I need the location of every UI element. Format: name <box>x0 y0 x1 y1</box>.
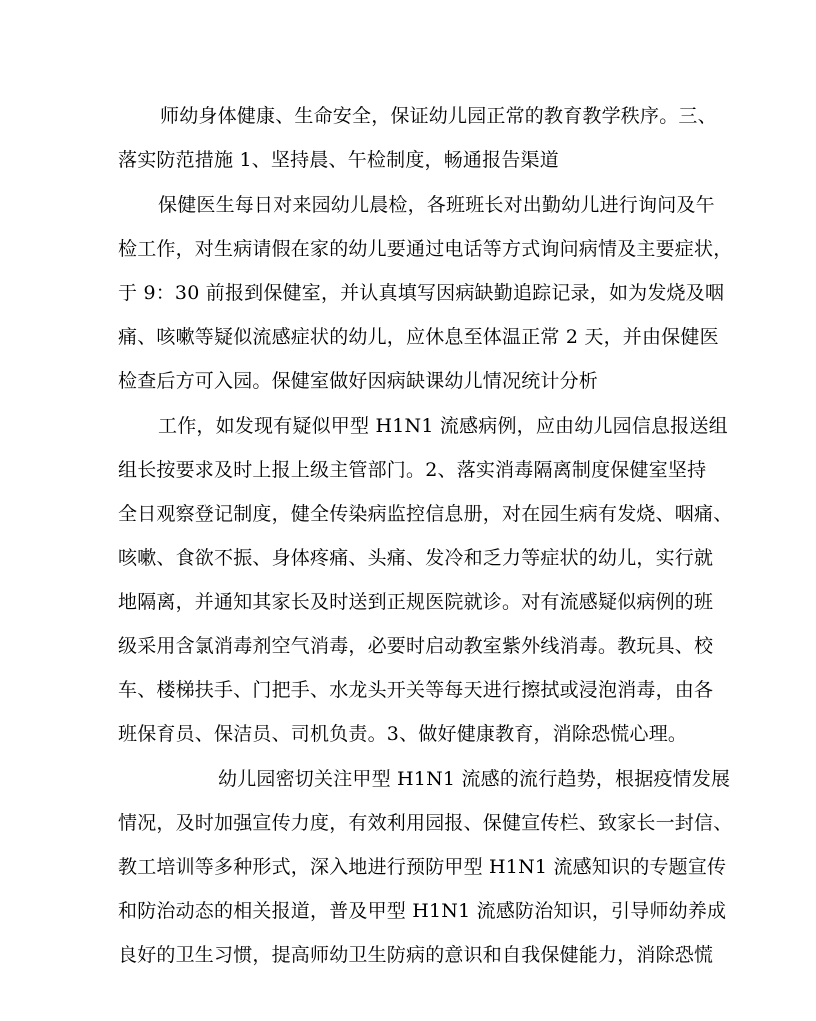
paragraph-3-line-5: 地隔离，并通知其家长及时送到正规医院就诊。对有流感疑似病例的班 <box>118 591 714 613</box>
paragraph-4-line-5: 良好的卫生习惯，提高师幼卫生防病的意识和自我保健能力，消除恐慌 <box>118 944 714 966</box>
paragraph-3-line-7: 车、楼梯扶手、门把手、水龙头开关等每天进行擦拭或浸泡消毒，由各 <box>118 679 714 701</box>
paragraph-1-line-2: 落实防范措施 1、坚持晨、午检制度，畅通报告渠道 <box>118 149 559 171</box>
paragraph-3-line-4: 咳嗽、食欲不振、身体疼痛、头痛、发冷和乏力等症状的幼儿，实行就 <box>118 547 714 569</box>
paragraph-3-line-6: 级采用含氯消毒剂空气消毒，必要时启动教室紫外线消毒。教玩具、校 <box>118 635 714 657</box>
paragraph-3-line-2: 组长按要求及时上报上级主管部门。2、落实消毒隔离制度保健室坚持 <box>118 459 707 481</box>
paragraph-2-line-5: 检查后方可入园。保健室做好因病缺课幼儿情况统计分析 <box>118 370 599 392</box>
paragraph-3-line-3: 全日观察登记制度，健全传染病监控信息册，对在园生病有发烧、咽痛、 <box>118 503 733 525</box>
paragraph-4-line-1: 幼儿园密切关注甲型 H1N1 流感的流行趋势，根据疫情发展 <box>218 768 731 790</box>
paragraph-4-line-2: 情况，及时加强宣传力度，有效利用园报、保健宣传栏、致家长一封信、 <box>118 812 733 834</box>
paragraph-2-line-3: 于 9：30 前报到保健室，并认真填写因病缺勤追踪记录，如为发烧及咽 <box>118 282 725 304</box>
paragraph-1-line-1: 师幼身体健康、生命安全，保证幼儿园正常的教育教学秩序。三、 <box>160 105 717 127</box>
paragraph-2-line-2: 检工作，对生病请假在家的幼儿要通过电话等方式询问病情及主要症状， <box>118 238 733 260</box>
paragraph-3-line-1: 工作，如发现有疑似甲型 H1N1 流感病例，应由幼儿园信息报送组 <box>158 415 728 437</box>
paragraph-4-line-4: 和防治动态的相关报道，普及甲型 H1N1 流感防治知识，引导师幼养成 <box>118 900 727 922</box>
paragraph-2-line-1: 保健医生每日对来园幼儿晨检，各班班长对出勤幼儿进行询问及午 <box>158 194 715 216</box>
paragraph-4-line-3: 教工培训等多种形式，深入地进行预防甲型 H1N1 流感知识的专题宣传 <box>118 856 727 878</box>
paragraph-3-line-8: 班保育员、保洁员、司机负责。3、做好健康教育，消除恐慌心理。 <box>118 723 688 745</box>
paragraph-2-line-4: 痛、咳嗽等疑似流感症状的幼儿，应休息至体温正常 2 天，并由保健医 <box>118 326 719 348</box>
